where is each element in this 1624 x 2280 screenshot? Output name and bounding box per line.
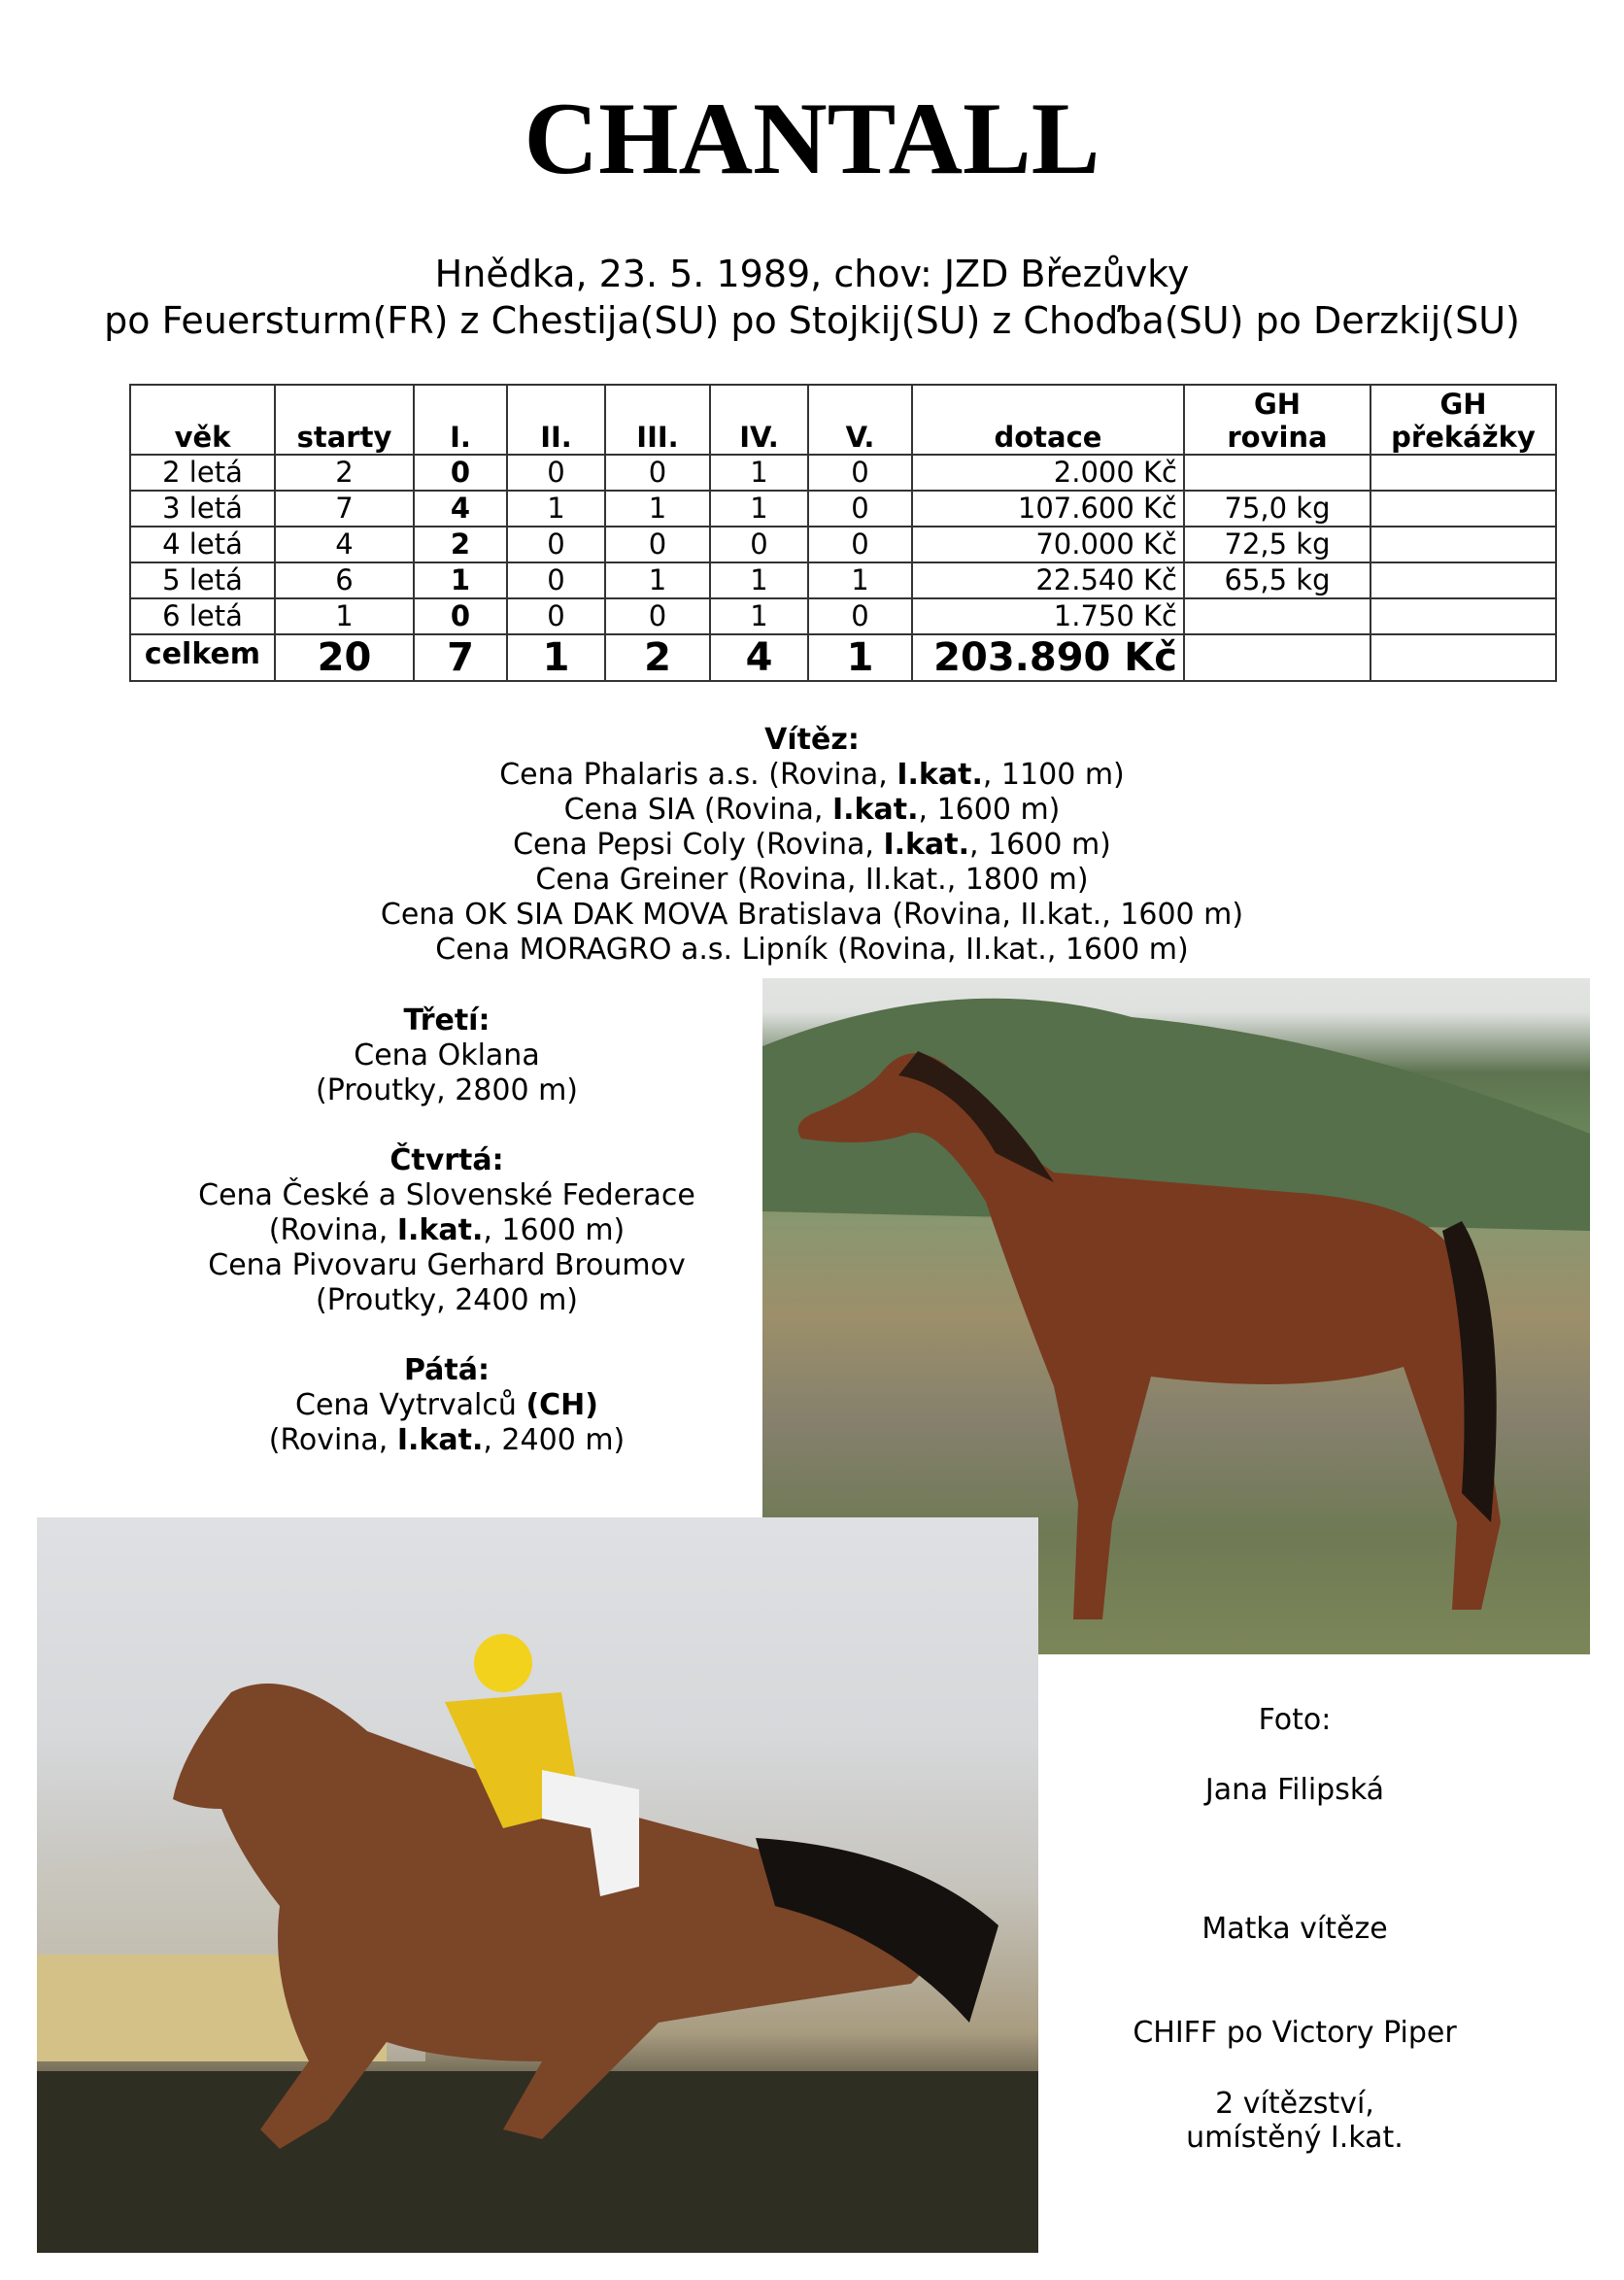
- gh-label: GH: [1439, 388, 1487, 421]
- cell: celkem: [130, 634, 275, 681]
- race-line: [155, 1423, 738, 1458]
- cell: 1: [414, 562, 507, 598]
- cell: 0: [808, 491, 912, 527]
- cell: 7: [275, 491, 414, 527]
- col-header: I.: [414, 385, 507, 455]
- cell: 4 letá: [130, 527, 275, 562]
- cell: 1: [710, 562, 808, 598]
- photographer: Jana Filipská: [1204, 1773, 1385, 1807]
- gh-label: GH: [1253, 388, 1302, 421]
- col-header: věk: [130, 385, 275, 455]
- cell: [1370, 598, 1556, 634]
- race-line: (Proutky, 2800 m): [315, 1073, 578, 1107]
- text: I.kat.: [897, 758, 983, 792]
- table-row: [130, 527, 1556, 562]
- cell: [1184, 598, 1370, 634]
- cell: 0: [808, 598, 912, 634]
- cell: 0: [605, 527, 710, 562]
- winner-race: [0, 758, 1624, 793]
- cell: 1: [710, 455, 808, 491]
- third-heading: Třetí:: [403, 1004, 491, 1038]
- cell: 1: [808, 562, 912, 598]
- cell: 75,0 kg: [1184, 491, 1370, 527]
- text: (CH): [525, 1388, 598, 1422]
- cell: 72,5 kg: [1184, 527, 1370, 562]
- cell: 2.000 Kč: [912, 455, 1184, 491]
- text: Cena OK SIA DAK MOVA Bratislava (Rovina, II.kat., 1600 m): [380, 898, 1244, 932]
- cell: 0: [507, 527, 605, 562]
- cell: 0: [605, 455, 710, 491]
- race-line: Cena České a Slovenské Federace: [198, 1178, 695, 1212]
- col-header: V.: [808, 385, 912, 455]
- steeplechase-jump-photo: [37, 1517, 1038, 2253]
- cell: 70.000 Kč: [912, 527, 1184, 562]
- dam-name: CHIFF po Victory Piper: [1133, 2016, 1457, 2050]
- cell: 65,5 kg: [1184, 562, 1370, 598]
- cell: [1370, 491, 1556, 527]
- text: Cena Pepsi Coly (Rovina,: [513, 828, 884, 862]
- race-line: [155, 1213, 738, 1248]
- pedigree: po Feuersturm(FR) z Chestija(SU) po Stojkij(SU) z Choďba(SU) po Derzkij(SU): [104, 299, 1520, 342]
- text: I.kat.: [832, 793, 919, 827]
- cell: 0: [507, 455, 605, 491]
- text: , 1600 m): [483, 1213, 626, 1247]
- table-row: [130, 562, 1556, 598]
- text: Cena Vytrvalců: [295, 1388, 526, 1422]
- dam-wins: 2 vítězství,: [1215, 2087, 1374, 2121]
- cell: [1184, 455, 1370, 491]
- cell: 4: [414, 491, 507, 527]
- text: (Rovina,: [268, 1423, 397, 1457]
- cell: [1370, 634, 1556, 681]
- horse-info: Hnědka, 23. 5. 1989, chov: JZD Březůvky: [434, 253, 1190, 295]
- cell: 2: [275, 455, 414, 491]
- cell: 1: [605, 562, 710, 598]
- col-header: III.: [605, 385, 710, 455]
- cell: 7: [414, 634, 507, 681]
- winner-heading: Vítěz:: [764, 723, 860, 757]
- cell: [1184, 634, 1370, 681]
- text: I.kat.: [396, 1213, 484, 1247]
- race-line: Cena Pivovaru Gerhard Broumov: [208, 1248, 686, 1282]
- cell: 1: [808, 634, 912, 681]
- winner-race: [0, 933, 1624, 968]
- dam-label: Matka vítěze: [1201, 1912, 1388, 1946]
- cell: 0: [710, 527, 808, 562]
- cell: 4: [275, 527, 414, 562]
- table-row: [130, 455, 1556, 491]
- text: Cena Phalaris a.s. (Rovina,: [499, 758, 897, 792]
- text: Cena MORAGRO a.s. Lipník (Rovina, II.kat., 1600 m): [435, 933, 1189, 967]
- text: (Rovina,: [268, 1213, 397, 1247]
- race-stats-table: [129, 384, 1557, 682]
- cell: 1: [710, 491, 808, 527]
- col-header: [1184, 385, 1370, 455]
- text: , 1600 m): [918, 793, 1061, 827]
- race-line: Cena Oklana: [354, 1038, 540, 1072]
- text: , 2400 m): [483, 1423, 626, 1457]
- photo-credit-label: Foto:: [1258, 1703, 1332, 1737]
- winner-race: [0, 863, 1624, 898]
- race-line: (Proutky, 2400 m): [315, 1283, 578, 1317]
- text: I.kat.: [396, 1423, 484, 1457]
- table-total-row: [130, 634, 1556, 681]
- cell: 0: [414, 455, 507, 491]
- text: I.kat.: [883, 828, 969, 862]
- winner-race: [0, 793, 1624, 828]
- col-header: starty: [275, 385, 414, 455]
- cell: 3 letá: [130, 491, 275, 527]
- cell: 0: [507, 562, 605, 598]
- table-row: [130, 491, 1556, 527]
- race-line: [155, 1388, 738, 1423]
- cell: [1370, 455, 1556, 491]
- jump-illustration: [37, 1517, 1038, 2253]
- cell: 2: [414, 527, 507, 562]
- cell: 1: [605, 491, 710, 527]
- col-header: dotace: [912, 385, 1184, 455]
- cell: 4: [710, 634, 808, 681]
- cell: 0: [808, 527, 912, 562]
- rovina-label: rovina: [1227, 421, 1328, 454]
- col-header: IV.: [710, 385, 808, 455]
- cell: 1: [507, 491, 605, 527]
- prekazky-label: překážky: [1391, 421, 1536, 454]
- table-row: [130, 598, 1556, 634]
- cell: 6 letá: [130, 598, 275, 634]
- cell: 2 letá: [130, 455, 275, 491]
- text: Cena SIA (Rovina,: [563, 793, 832, 827]
- text: Cena Greiner (Rovina, II.kat., 1800 m): [535, 863, 1089, 897]
- cell: 1: [710, 598, 808, 634]
- cell: 0: [605, 598, 710, 634]
- cell: [1370, 527, 1556, 562]
- col-header: II.: [507, 385, 605, 455]
- winner-race: [0, 828, 1624, 863]
- col-header: [1370, 385, 1556, 455]
- cell: 1: [275, 598, 414, 634]
- cell: 20: [275, 634, 414, 681]
- cell: 107.600 Kč: [912, 491, 1184, 527]
- cell: 0: [414, 598, 507, 634]
- winner-race: [0, 898, 1624, 933]
- cell: [1370, 562, 1556, 598]
- fifth-heading: Pátá:: [403, 1353, 490, 1387]
- fourth-heading: Čtvrtá:: [389, 1143, 504, 1177]
- cell: 1: [507, 634, 605, 681]
- cell: 6: [275, 562, 414, 598]
- winner-races: [0, 758, 1624, 968]
- cell: 0: [808, 455, 912, 491]
- cell: 5 letá: [130, 562, 275, 598]
- table-header: [130, 385, 1556, 455]
- text: , 1100 m): [982, 758, 1125, 792]
- cell: 0: [507, 598, 605, 634]
- placings-block: [155, 1004, 738, 1458]
- cell: 203.890 Kč: [912, 634, 1184, 681]
- cell: 22.540 Kč: [912, 562, 1184, 598]
- horse-name-title: CHANTALL: [524, 82, 1100, 195]
- dam-placed: umístěný I.kat.: [1186, 2121, 1404, 2155]
- cell: 1.750 Kč: [912, 598, 1184, 634]
- text: , 1600 m): [969, 828, 1111, 862]
- cell: 2: [605, 634, 710, 681]
